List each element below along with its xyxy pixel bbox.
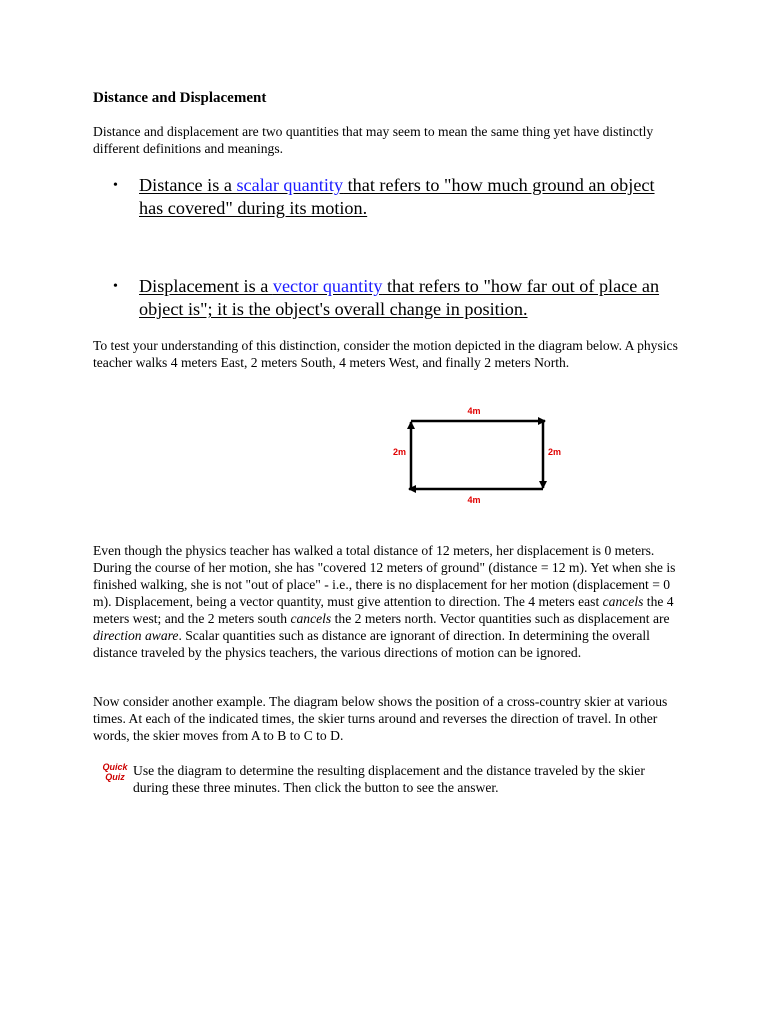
bullet-dot: • <box>113 178 118 193</box>
quick-quiz-badge-line-1: Quick <box>102 762 128 772</box>
test-paragraph: To test your understanding of this distinction, consider the motion depicted in the diagram below. A physics teacher walks 4 meters East, 2 meters South, 4 meters West, and finally 2 meters North. <box>93 338 678 370</box>
explanation-part-1: Even though the physics teacher has walked a total distance of 12 meters, her displacement is 0 meters. During the course of her motion, she has "covered 12 meters of ground" (distance = 12 m). Yet when she is finished walking, she is not "out of place" - i.e., there is no displacement for her motion (displacement = 0 m). Displacement, being a vector quantity, must give attention to direction. The 4 meters east <box>93 543 676 609</box>
quick-quiz-badge-line-2: Quiz <box>105 772 125 782</box>
quick-quiz-icon[interactable] <box>100 762 130 786</box>
bullet-displacement-before: Displacement is a <box>139 276 273 296</box>
bullet-distance-after: that refers to "how much ground an object has covered" during its motion. <box>139 175 655 218</box>
explanation-part-2: the 4 meters west; and the 2 meters south <box>93 594 674 626</box>
motion-diagram <box>380 400 580 510</box>
explanation-em-direction-aware: direction aware <box>93 628 179 643</box>
bullet-dot: • <box>113 279 118 294</box>
bullet-distance-before: Distance is a <box>139 175 237 195</box>
another-example-paragraph: Now consider another example. The diagram below shows the position of a cross-country skier at various times. At each of the indicated times, the skier turns around and reverses the direction of travel. In other words, the skier moves from A to B to C to D. <box>93 694 668 743</box>
intro-paragraph: Distance and displacement are two quantities that may seem to mean the same thing yet have distinctly different definitions and meanings. <box>93 124 654 156</box>
quick-quiz-text: Use the diagram to determine the resulting displacement and the distance traveled by the skier during these three minutes. Then click the button to see the answer. <box>133 763 645 795</box>
bullet-distance <box>113 174 673 220</box>
vector-quantity-link[interactable]: vector quantity <box>272 276 383 296</box>
explanation-paragraph <box>93 542 683 661</box>
label-top: 4m <box>467 406 481 416</box>
bullet-displacement-after: that refers to "how far out of place an object is"; it is the object's overall change in position. <box>139 276 660 319</box>
motion-diagram-svg <box>380 400 580 510</box>
bullet-displacement-text <box>139 275 673 321</box>
label-left: 2m <box>392 447 406 457</box>
label-bottom: 4m <box>467 495 481 505</box>
explanation-part-4: . Scalar quantities such as distance are ignorant of direction. In determining the overall distance traveled by the physics teachers, the various directions of motion can be ignored. <box>93 628 650 660</box>
label-right: 2m <box>548 447 562 457</box>
scalar-quantity-link[interactable]: scalar quantity <box>236 175 344 195</box>
explanation-part-3: the 2 meters north. Vector quantities such as displacement are <box>331 611 670 626</box>
bullet-distance-text <box>139 174 673 220</box>
page-title: Distance and Displacement <box>93 90 267 106</box>
bullet-displacement <box>113 275 673 321</box>
explanation-em-cancels-1: cancels <box>602 594 644 609</box>
explanation-em-cancels-2: cancels <box>290 611 332 626</box>
